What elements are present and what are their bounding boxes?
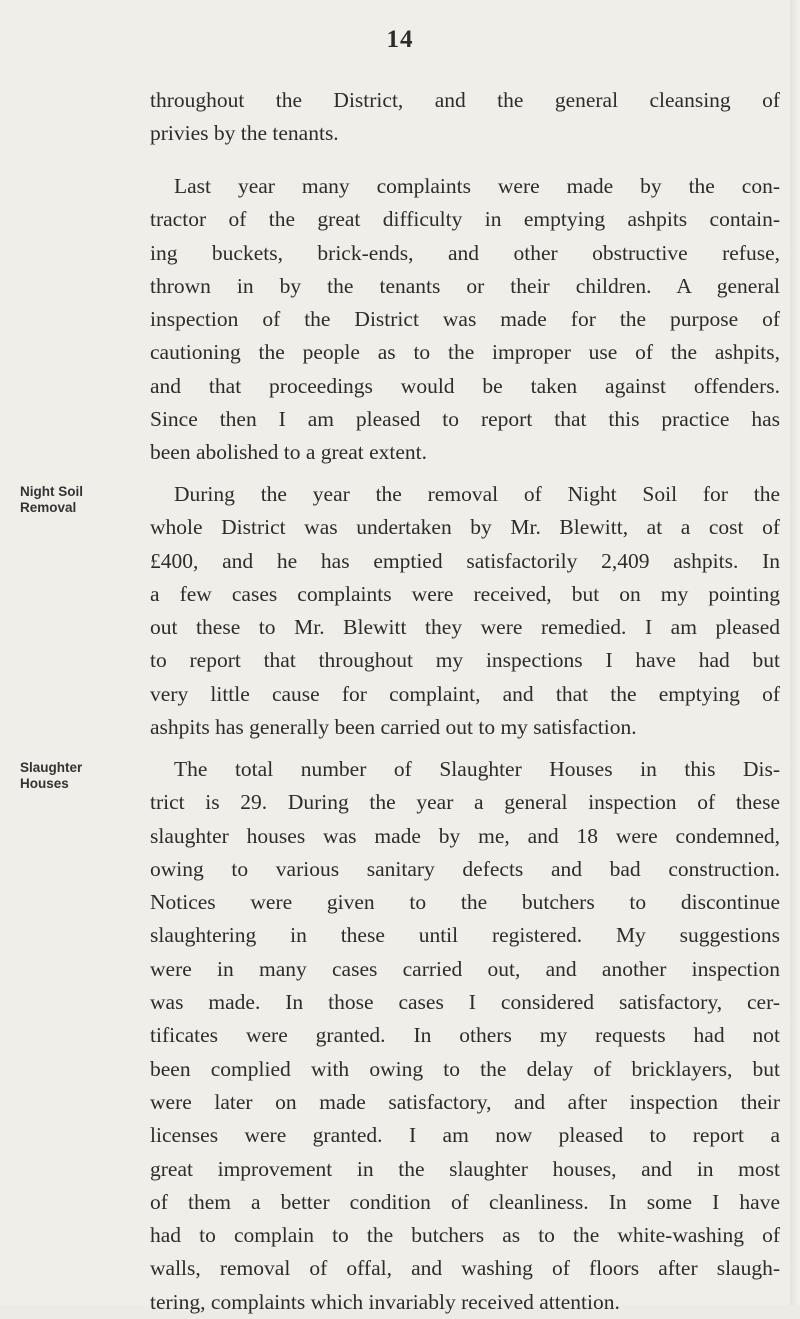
text-line: were later on made satisfactory, and after inspection their — [150, 1089, 780, 1114]
margin-heading-night-soil — [20, 484, 100, 516]
text-line: was made. In those cases I considered satisfactory, cer- — [150, 990, 780, 1015]
margin-heading-slaughter-houses — [20, 760, 100, 792]
text-line: very little cause for complaint, and that the emptying of — [150, 681, 780, 706]
text-line: walls, removal of offal, and washing of floors after slaugh- — [150, 1256, 780, 1281]
text-line: privies by the tenants. — [150, 121, 339, 146]
paragraph-night-soil — [150, 478, 780, 744]
text-line: been abolished to a great extent. — [150, 440, 428, 465]
text-line: Since then I am pleased to report that this practice has — [150, 407, 780, 432]
text-line: slaughter houses was made by me, and 18 were condemned, — [150, 823, 780, 848]
text-line: slaughtering in these until registered. My suggestions — [150, 923, 780, 948]
text-line: a few cases complaints were received, but on my pointing — [150, 581, 780, 606]
margin-heading-line: Removal — [20, 500, 77, 515]
margin-heading-line: Houses — [20, 776, 69, 791]
text-line: throughout the District, and the general cleansing of — [150, 88, 780, 112]
text-line: The total number of Slaughter Houses in this Dis- — [174, 757, 780, 781]
text-line: trict is 29. During the year a general inspection of these — [150, 790, 780, 815]
text-line: £400, and he has emptied satisfactorily 2,409 ashpits. In — [150, 548, 780, 573]
margin-heading-line: Slaughter — [20, 760, 83, 775]
text-line: owing to various sanitary defects and bad construction. — [150, 856, 780, 881]
text-line: ing buckets, brick-ends, and other obstructive refuse, — [150, 240, 780, 265]
text-line: to report that throughout my inspections I have had but — [150, 648, 780, 673]
page-edge — [790, 0, 800, 1305]
paragraph-slaughter-houses — [150, 753, 780, 1319]
paragraph-ashpit-complaints — [150, 170, 780, 470]
text-line: tificates were granted. In others my requests had not — [150, 1023, 780, 1048]
text-line: great improvement in the slaughter houses, and in most — [150, 1156, 780, 1181]
text-line: Last year many complaints were made by the con- — [174, 174, 780, 198]
text-line: tering, complaints which invariably received attention. — [150, 1289, 620, 1314]
text-line: out these to Mr. Blewitt they were remedied. I am pleased — [150, 615, 780, 640]
text-line: been complied with owing to the delay of bricklayers, but — [150, 1056, 780, 1081]
text-line: and that proceedings would be taken against offenders. — [150, 373, 780, 398]
text-line: cautioning the people as to the improper use of the ashpits, — [150, 340, 780, 365]
text-line: ashpits has generally been carried out to my satisfaction. — [150, 715, 637, 740]
text-line: inspection of the District was made for the purpose of — [150, 307, 780, 332]
margin-heading-line: Night Soil — [20, 484, 83, 499]
text-line: Notices were given to the butchers to discontinue — [150, 890, 780, 915]
paragraph-continuation — [150, 84, 780, 151]
text-line: of them a better condition of cleanliness. In some I have — [150, 1189, 780, 1214]
text-line: During the year the removal of Night Soil for the — [174, 482, 780, 506]
text-line: were in many cases carried out, and another inspection — [150, 956, 780, 981]
text-line: tractor of the great difficulty in emptying ashpits contain- — [150, 207, 780, 232]
text-line: thrown in by the tenants or their children. A general — [150, 273, 780, 298]
text-line: whole District was undertaken by Mr. Blewitt, at a cost of — [150, 515, 780, 540]
text-line: had to complain to the butchers as to the white-washing of — [150, 1223, 780, 1248]
page-number: 14 — [386, 26, 414, 53]
text-line: licenses were granted. I am now pleased to report a — [150, 1123, 780, 1148]
